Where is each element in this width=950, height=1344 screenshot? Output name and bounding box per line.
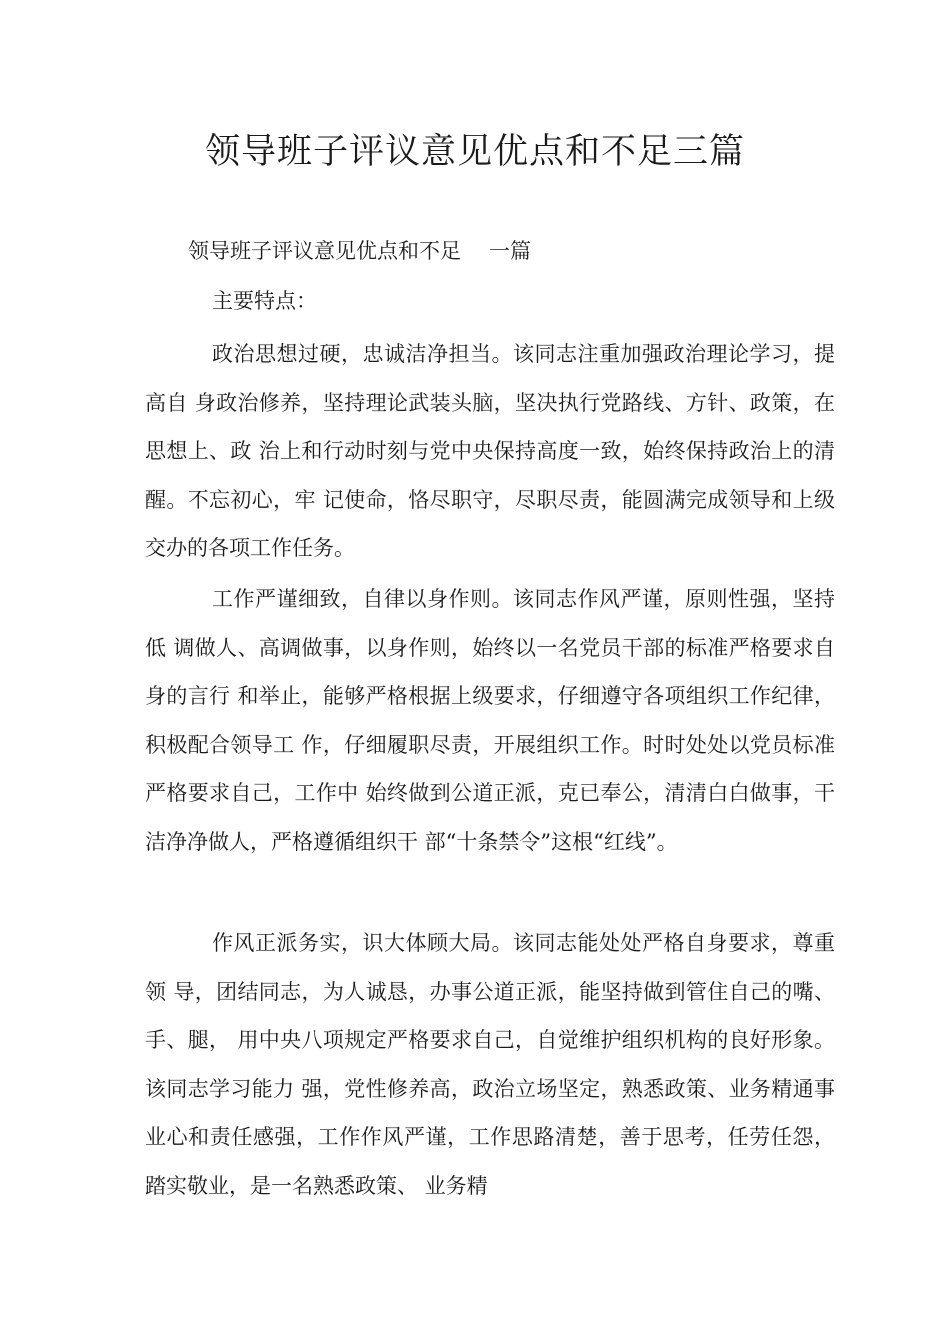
- document-title: 领导班子评议意见优点和不足三篇: [204, 132, 745, 172]
- paragraph-work-style: 工作严谨细致，自律以身作则。该同志作风严谨，原则性强，坚持低 调做人、高调做事，以身作则，始终以一名党员干部的标准严格要求自身的言行 和举止，能够严格根据上级要求，仔细遵守各项组织工作纪律，积极配合领导工 作，仔细履职尽责，开展组织工作。时时处处以党员标准严格要求自己，工作中 始终做到公道正派，克已奉公，清清白白做事，干洁净净做人，严格遵循组织干 部“十条禁令”这根“红线”。: [145, 587, 835, 854]
- document-subtitle: [188, 234, 531, 268]
- paragraph-political: 政治思想过硬，忠诚洁净担当。该同志注重加强政治理论学习，提高自 身政治修养，坚持理论武装头脑，坚决执行党路线、方针、政策，在思想上、政 治上和行动时刻与党中央保持高度一致，始终保持政治上的清醒。不忘初心，牢 记使命，恪尽职守，尽职尽责，能圆满完成领导和上级交办的各项工作任务。: [145, 342, 835, 561]
- subtitle-main: 领导班子评议意见优点和不足: [188, 239, 461, 263]
- section-label: 主要特点：: [212, 289, 317, 313]
- subtitle-part: 一篇: [489, 239, 531, 263]
- paragraph-conduct: 作风正派务实，识大体顾大局。该同志能处处严格自身要求，尊重领 导，团结同志，为人诚恳，办事公道正派，能坚持做到管住自己的嘴、手、腿， 用中央八项规定严格要求自己，自觉维护组织机构的良好形象。该同志学习能力 强，党性修养高，政治立场坚定，熟悉政策、业务精通事业心和责任感强，工作作风严谨，工作思路清楚，善于思考，任劳任怨，踏实敬业，是一名熟悉政策、 业务精: [145, 931, 835, 1198]
